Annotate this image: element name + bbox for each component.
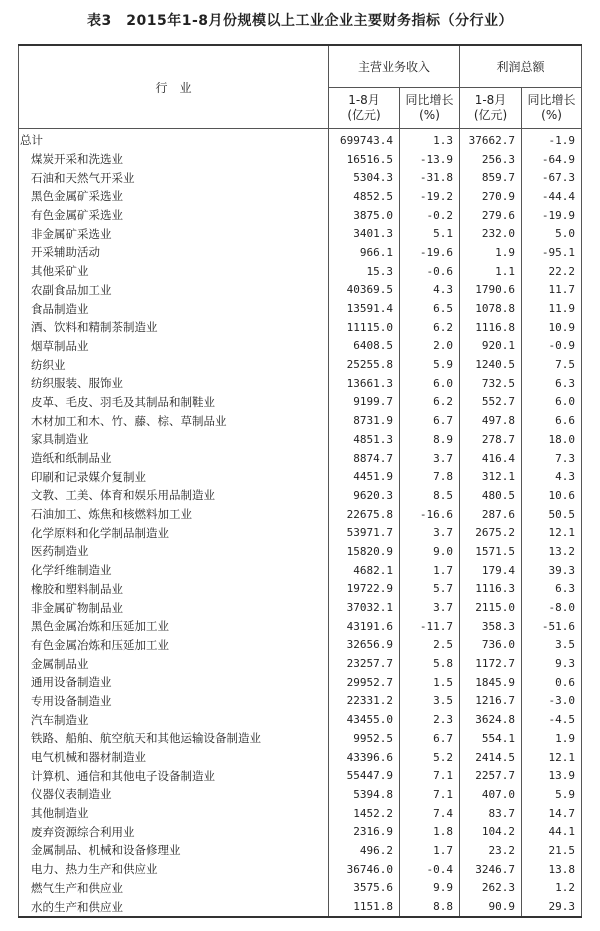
profit-value-cell: 37662.7 [460,129,522,150]
profit-growth-cell: 10.9 [522,318,582,337]
table-row [19,598,582,617]
revenue-growth-cell: 6.7 [400,729,460,748]
revenue-value-cell: 8731.9 [329,411,400,430]
industry-name-cell: 酒、饮料和精制茶制造业 [19,318,329,337]
revenue-value-cell: 32656.9 [329,636,400,655]
profit-value-cell: 732.5 [460,374,522,393]
profit-value-cell: 1240.5 [460,355,522,374]
revenue-value-cell: 22331.2 [329,692,400,711]
industry-name-cell: 其他采矿业 [19,262,329,281]
revenue-value-cell: 5304.3 [329,168,400,187]
revenue-growth-cell: 8.8 [400,897,460,917]
revenue-growth-cell: 3.7 [400,449,460,468]
table-row [19,542,582,561]
profit-value-cell: 104.2 [460,822,522,841]
industry-name-cell: 电力、热力生产和供应业 [19,860,329,879]
revenue-growth-cell: 3.7 [400,523,460,542]
industry-name-cell: 电气机械和器材制造业 [19,748,329,767]
profit-value-cell: 859.7 [460,168,522,187]
profit-value-cell: 287.6 [460,505,522,524]
industry-name-cell: 汽车制造业 [19,710,329,729]
table-row [19,337,582,356]
profit-growth-cell: 12.1 [522,523,582,542]
profit-growth-cell: 1.9 [522,729,582,748]
profit-value-cell: 358.3 [460,617,522,636]
profit-value-cell: 1172.7 [460,654,522,673]
industry-name-cell: 文教、工美、体育和娱乐用品制造业 [19,486,329,505]
industry-name-cell: 专用设备制造业 [19,692,329,711]
revenue-growth-cell: -16.6 [400,505,460,524]
table-row [19,243,582,262]
revenue-value-cell: 5394.8 [329,785,400,804]
revenue-growth-cell: 5.8 [400,654,460,673]
revenue-growth-cell: 1.8 [400,822,460,841]
profit-growth-cell: 14.7 [522,804,582,823]
profit-value-cell: 554.1 [460,729,522,748]
profit-group-header: 利润总额 [460,45,582,88]
profit-value-cell: 2257.7 [460,766,522,785]
profit-growth-cell: -1.9 [522,129,582,150]
profit-growth-cell: 4.3 [522,467,582,486]
profit-growth-cell: 21.5 [522,841,582,860]
revenue-growth-cell: 3.7 [400,598,460,617]
profit-growth-cell: 7.5 [522,355,582,374]
profit-growth-cell: 11.7 [522,281,582,300]
profit-value-cell: 2675.2 [460,523,522,542]
table-row [19,299,582,318]
industry-name-cell: 农副食品加工业 [19,281,329,300]
profit-value-cell: 1.9 [460,243,522,262]
profit-growth-cell: 6.3 [522,580,582,599]
profit-growth-cell: 6.0 [522,393,582,412]
revenue-growth-cell: 8.5 [400,486,460,505]
profit-growth-cell: -67.3 [522,168,582,187]
revenue-growth-cell: -19.6 [400,243,460,262]
profit-value-cell: 90.9 [460,897,522,917]
revenue-growth-cell: 5.9 [400,355,460,374]
revenue-growth-cell: 1.7 [400,561,460,580]
industry-name-cell: 石油加工、炼焦和核燃料加工业 [19,505,329,524]
table-row [19,710,582,729]
industry-name-cell: 黑色金属冶炼和压延加工业 [19,617,329,636]
industry-name-cell: 开采辅助活动 [19,243,329,262]
revenue-value-cell: 4851.3 [329,430,400,449]
revenue-growth-header: 同比增长 (%) [400,88,460,129]
profit-value-cell: 262.3 [460,879,522,898]
revenue-value-cell: 11115.0 [329,318,400,337]
table-row [19,224,582,243]
profit-value-cell: 279.6 [460,206,522,225]
revenue-value-cell: 3575.6 [329,879,400,898]
revenue-value-cell: 9620.3 [329,486,400,505]
revenue-value-cell: 40369.5 [329,281,400,300]
profit-value-cell: 552.7 [460,393,522,412]
revenue-value-cell: 966.1 [329,243,400,262]
profit-growth-cell: 3.5 [522,636,582,655]
profit-value-header: 1-8月 (亿元) [460,88,522,129]
industry-name-cell: 通用设备制造业 [19,673,329,692]
profit-growth-cell: -95.1 [522,243,582,262]
table-row [19,822,582,841]
revenue-value-cell: 22675.8 [329,505,400,524]
revenue-value-cell: 4451.9 [329,467,400,486]
table-row [19,374,582,393]
table-row [19,692,582,711]
table-row [19,636,582,655]
revenue-value-cell: 9199.7 [329,393,400,412]
profit-value-cell: 3624.8 [460,710,522,729]
profit-value-cell: 1116.3 [460,580,522,599]
table-row [19,355,582,374]
revenue-growth-cell: 5.2 [400,748,460,767]
total-row [19,129,582,150]
profit-value-cell: 1216.7 [460,692,522,711]
table-row [19,318,582,337]
revenue-value-cell: 3401.3 [329,224,400,243]
profit-growth-cell: -0.9 [522,337,582,356]
table-row [19,785,582,804]
revenue-value-cell: 2316.9 [329,822,400,841]
revenue-growth-cell: -31.8 [400,168,460,187]
revenue-value-cell: 16516.5 [329,150,400,169]
profit-growth-cell: -64.9 [522,150,582,169]
financial-indicators-table [18,44,582,918]
profit-growth-cell: 18.0 [522,430,582,449]
revenue-value-cell: 19722.9 [329,580,400,599]
table-row [19,467,582,486]
industry-name-cell: 仪器仪表制造业 [19,785,329,804]
revenue-growth-cell: 1.7 [400,841,460,860]
table-row [19,580,582,599]
revenue-value-cell: 699743.4 [329,129,400,150]
table-row [19,150,582,169]
industry-name-cell: 石油和天然气开采业 [19,168,329,187]
profit-value-cell: 416.4 [460,449,522,468]
table-row [19,411,582,430]
table-row [19,673,582,692]
profit-growth-cell: -51.6 [522,617,582,636]
table-row [19,879,582,898]
profit-value-cell: 2414.5 [460,748,522,767]
revenue-value-cell: 36746.0 [329,860,400,879]
table-row [19,187,582,206]
revenue-value-cell: 8874.7 [329,449,400,468]
revenue-growth-cell: 1.5 [400,673,460,692]
revenue-growth-cell: 7.1 [400,785,460,804]
industry-name-cell: 家具制造业 [19,430,329,449]
profit-value-cell: 1.1 [460,262,522,281]
revenue-value-cell: 15.3 [329,262,400,281]
profit-growth-cell: 1.2 [522,879,582,898]
profit-value-cell: 1571.5 [460,542,522,561]
table-row [19,523,582,542]
industry-name-cell: 水的生产和供应业 [19,897,329,917]
industry-name-cell: 化学原料和化学制品制造业 [19,523,329,542]
revenue-growth-cell: 7.1 [400,766,460,785]
revenue-value-cell: 3875.0 [329,206,400,225]
industry-name-cell: 黑色金属矿采选业 [19,187,329,206]
profit-growth-cell: 44.1 [522,822,582,841]
profit-value-cell: 232.0 [460,224,522,243]
table-row [19,748,582,767]
table-row [19,766,582,785]
profit-growth-cell: -3.0 [522,692,582,711]
table-row [19,430,582,449]
profit-growth-cell: 12.1 [522,748,582,767]
revenue-value-cell: 43191.6 [329,617,400,636]
table-title: 表3 2015年1-8月份规模以上工业企业主要财务指标（分行业） [87,13,513,29]
profit-growth-cell: 13.9 [522,766,582,785]
table-row [19,505,582,524]
industry-header: 行 业 [19,45,329,129]
table-row [19,206,582,225]
table-row [19,262,582,281]
revenue-value-cell: 13591.4 [329,299,400,318]
profit-growth-cell: 7.3 [522,449,582,468]
profit-growth-cell: -4.5 [522,710,582,729]
revenue-value-cell: 37032.1 [329,598,400,617]
profit-value-cell: 179.4 [460,561,522,580]
revenue-value-cell: 25255.8 [329,355,400,374]
industry-name-cell: 造纸和纸制品业 [19,449,329,468]
revenue-growth-cell: 6.7 [400,411,460,430]
profit-growth-cell: 39.3 [522,561,582,580]
revenue-growth-cell: 2.0 [400,337,460,356]
revenue-growth-cell: 6.2 [400,318,460,337]
table-row [19,617,582,636]
industry-name-cell: 木材加工和木、竹、藤、棕、草制品业 [19,411,329,430]
profit-value-cell: 407.0 [460,785,522,804]
table-container [18,44,581,918]
revenue-growth-cell: -0.6 [400,262,460,281]
table-row [19,486,582,505]
revenue-group-header: 主营业务收入 [329,45,460,88]
profit-value-cell: 2115.0 [460,598,522,617]
revenue-value-cell: 6408.5 [329,337,400,356]
profit-growth-cell: 11.9 [522,299,582,318]
industry-name-cell: 皮革、毛皮、羽毛及其制品和制鞋业 [19,393,329,412]
industry-name-cell: 非金属矿采选业 [19,224,329,243]
revenue-growth-cell: 9.0 [400,542,460,561]
revenue-growth-cell: 4.3 [400,281,460,300]
revenue-growth-cell: 5.1 [400,224,460,243]
profit-value-cell: 256.3 [460,150,522,169]
revenue-growth-cell: 3.5 [400,692,460,711]
revenue-growth-cell: 7.8 [400,467,460,486]
profit-growth-cell: 22.2 [522,262,582,281]
revenue-growth-cell: -0.4 [400,860,460,879]
profit-value-cell: 3246.7 [460,860,522,879]
profit-value-cell: 83.7 [460,804,522,823]
table-row [19,561,582,580]
table-row [19,654,582,673]
revenue-value-cell: 1151.8 [329,897,400,917]
profit-growth-cell: -44.4 [522,187,582,206]
revenue-value-header: 1-8月 (亿元) [329,88,400,129]
profit-value-cell: 1078.8 [460,299,522,318]
industry-name-cell: 烟草制品业 [19,337,329,356]
profit-growth-cell: 6.6 [522,411,582,430]
revenue-value-cell: 496.2 [329,841,400,860]
revenue-growth-cell: -0.2 [400,206,460,225]
revenue-value-cell: 4682.1 [329,561,400,580]
profit-growth-cell: -8.0 [522,598,582,617]
revenue-value-cell: 55447.9 [329,766,400,785]
profit-growth-cell: 6.3 [522,374,582,393]
revenue-value-cell: 29952.7 [329,673,400,692]
profit-value-cell: 736.0 [460,636,522,655]
revenue-growth-cell: 6.0 [400,374,460,393]
industry-name-cell: 计算机、通信和其他电子设备制造业 [19,766,329,785]
profit-value-cell: 312.1 [460,467,522,486]
industry-name-cell: 食品制造业 [19,299,329,318]
revenue-growth-cell: -19.2 [400,187,460,206]
revenue-value-cell: 53971.7 [329,523,400,542]
table-row [19,281,582,300]
table-row [19,841,582,860]
industry-name-cell: 铁路、船舶、航空航天和其他运输设备制造业 [19,729,329,748]
revenue-growth-cell: -13.9 [400,150,460,169]
table-row [19,897,582,917]
table-row [19,860,582,879]
profit-growth-cell: -19.9 [522,206,582,225]
industry-name-cell: 非金属矿物制品业 [19,598,329,617]
profit-value-cell: 23.2 [460,841,522,860]
revenue-growth-cell: 8.9 [400,430,460,449]
profit-growth-header: 同比增长 (%) [522,88,582,129]
profit-value-cell: 480.5 [460,486,522,505]
revenue-growth-cell: -11.7 [400,617,460,636]
profit-growth-cell: 13.2 [522,542,582,561]
revenue-value-cell: 43396.6 [329,748,400,767]
industry-name-cell: 燃气生产和供应业 [19,879,329,898]
industry-name-cell: 医药制造业 [19,542,329,561]
profit-growth-cell: 5.9 [522,785,582,804]
industry-name-cell: 金属制品业 [19,654,329,673]
profit-growth-cell: 50.5 [522,505,582,524]
industry-name-cell: 纺织服装、服饰业 [19,374,329,393]
industry-name-cell: 金属制品、机械和设备修理业 [19,841,329,860]
profit-value-cell: 270.9 [460,187,522,206]
revenue-value-cell: 4852.5 [329,187,400,206]
industry-name-cell: 化学纤维制造业 [19,561,329,580]
table-row [19,168,582,187]
revenue-value-cell: 1452.2 [329,804,400,823]
industry-name-cell: 煤炭开采和洗选业 [19,150,329,169]
industry-name-cell: 废弃资源综合利用业 [19,822,329,841]
industry-name-cell: 纺织业 [19,355,329,374]
revenue-growth-cell: 9.9 [400,879,460,898]
industry-name-cell: 其他制造业 [19,804,329,823]
profit-value-cell: 1790.6 [460,281,522,300]
profit-growth-cell: 9.3 [522,654,582,673]
profit-value-cell: 497.8 [460,411,522,430]
revenue-growth-cell: 5.7 [400,580,460,599]
table-row [19,804,582,823]
revenue-growth-cell: 6.2 [400,393,460,412]
table-row [19,729,582,748]
profit-value-cell: 278.7 [460,430,522,449]
table-row [19,393,582,412]
revenue-growth-cell: 2.3 [400,710,460,729]
revenue-growth-cell: 6.5 [400,299,460,318]
profit-growth-cell: 5.0 [522,224,582,243]
revenue-growth-cell: 2.5 [400,636,460,655]
revenue-growth-cell: 1.3 [400,129,460,150]
industry-name-cell: 印刷和记录媒介复制业 [19,467,329,486]
industry-name-cell: 总计 [19,129,329,150]
revenue-growth-cell: 7.4 [400,804,460,823]
profit-growth-cell: 13.8 [522,860,582,879]
revenue-value-cell: 13661.3 [329,374,400,393]
profit-growth-cell: 29.3 [522,897,582,917]
industry-name-cell: 橡胶和塑料制品业 [19,580,329,599]
profit-growth-cell: 10.6 [522,486,582,505]
profit-growth-cell: 0.6 [522,673,582,692]
industry-name-cell: 有色金属矿采选业 [19,206,329,225]
profit-value-cell: 1116.8 [460,318,522,337]
profit-value-cell: 1845.9 [460,673,522,692]
table-row [19,449,582,468]
revenue-value-cell: 23257.7 [329,654,400,673]
profit-value-cell: 920.1 [460,337,522,356]
table-body [19,129,582,917]
revenue-value-cell: 9952.5 [329,729,400,748]
industry-name-cell: 有色金属冶炼和压延加工业 [19,636,329,655]
revenue-value-cell: 43455.0 [329,710,400,729]
revenue-value-cell: 15820.9 [329,542,400,561]
